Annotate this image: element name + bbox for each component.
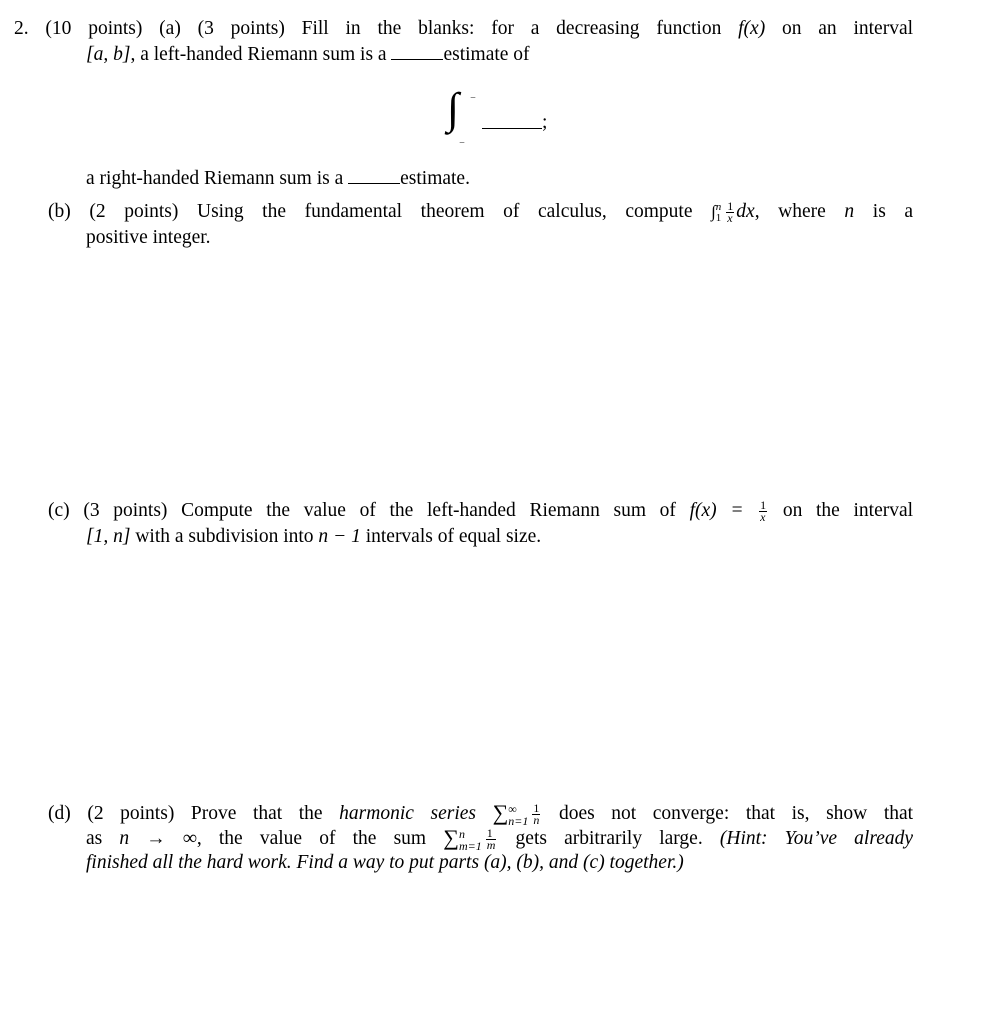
part-a-tail-2: estimate of: [443, 44, 530, 65]
part-b-line-2: [86, 225, 211, 251]
part-d-line-1: [48, 799, 913, 827]
part-b-label: (b): [48, 201, 71, 222]
part-a-text-3: a right-handed Riemann sum is a: [86, 168, 344, 189]
part-b-text-2: positive integer.: [86, 227, 211, 248]
part-a-tail-3: estimate.: [400, 168, 470, 189]
part-c-interval: [1, n]: [86, 526, 131, 547]
part-a-tail: on an interval: [781, 18, 914, 39]
part-b-fraction: $\frac{1}{x}$: [727, 199, 734, 226]
part-d-text: Prove that the: [190, 803, 323, 824]
part-c-func: f(x) =: [689, 500, 744, 521]
part-a-line-1: [14, 16, 913, 42]
part-b-upper: n: [715, 200, 722, 213]
part-c-tail-2: intervals of equal size.: [365, 526, 542, 547]
sigma-icon: ∑: [492, 800, 509, 825]
part-d-harmonic-series: harmonic series: [339, 803, 476, 824]
part-d-text-2: , the value of the sum: [196, 828, 427, 849]
part-a-line-3: [86, 165, 470, 192]
part-a-text: Fill in the blanks: for a decreasing function: [301, 18, 722, 39]
part-b-lower: 1: [715, 211, 722, 224]
blank-right-estimate[interactable]: [348, 165, 400, 184]
integral-lower-blank[interactable]: ‾: [460, 141, 464, 155]
blank-left-estimate[interactable]: [391, 41, 443, 60]
part-b-text: Using the fundamental theorem of calculus, compute: [196, 201, 693, 222]
part-d-sum-1: ∑ ∞ n=1 $\frac{1}{n}$: [492, 800, 540, 828]
sigma-icon-2: ∑: [443, 825, 459, 850]
part-c-label: (c): [48, 500, 70, 521]
part-d-line-3: finished all the hard work. Find a way to put parts (a), (b), and (c) together.): [86, 852, 684, 873]
part-b-line-1: [48, 199, 913, 225]
part-b-points: (2 points): [89, 201, 179, 222]
part-c-text: Compute the value of the left-handed Riemann sum of: [181, 500, 676, 521]
integral-sign-icon: ∫: [447, 84, 460, 133]
part-c-expr: n − 1: [318, 526, 361, 547]
part-c-points: (3 points): [83, 500, 168, 521]
problem-number: 2.: [14, 18, 29, 39]
part-d-as: as: [86, 828, 103, 849]
part-a-func: f(x): [738, 18, 766, 39]
part-a-label: (a): [159, 18, 181, 39]
part-c-line-1: [48, 498, 913, 524]
integral-semicolon: ;: [542, 112, 548, 133]
part-d-tail-2: gets arbitrarily large.: [515, 828, 703, 849]
part-d-line-2: [86, 824, 913, 852]
part-a-text-2: , a left-handed Riemann sum is a: [130, 44, 387, 65]
problem-points: (10 points): [45, 18, 143, 39]
part-d-hint-1: (Hint: You’ve already: [719, 828, 914, 849]
part-c-line-2: [86, 524, 541, 550]
part-d-label: (d): [48, 803, 71, 824]
part-a-points: (3 points): [197, 18, 285, 39]
part-c-text-2: with a subdivision into: [135, 526, 314, 547]
part-d-limit: n → ∞: [119, 828, 197, 849]
integral-upper-blank[interactable]: ‾: [471, 96, 475, 110]
part-b-tail-1: , where: [754, 201, 826, 222]
part-b-integral: [711, 199, 826, 226]
part-b-var: n: [844, 201, 855, 222]
part-c-fraction: $\frac{1}{x}$: [760, 498, 767, 525]
part-d-points: (2 points): [87, 803, 175, 824]
part-b-dx: dx: [736, 201, 755, 222]
part-d-tail: does not converge: that is, show that: [558, 803, 914, 824]
part-a-interval: [a, b]: [86, 44, 131, 65]
part-b-tail-2: is a: [872, 201, 914, 222]
small-integral-icon: ∫: [711, 202, 716, 221]
part-a-line-2: [86, 41, 530, 68]
integrand-blank[interactable]: [482, 128, 542, 129]
part-c-tail: on the interval: [782, 500, 914, 521]
part-d-sum-2: ∑ n m=1 $\frac{1}{m}$: [443, 825, 496, 853]
